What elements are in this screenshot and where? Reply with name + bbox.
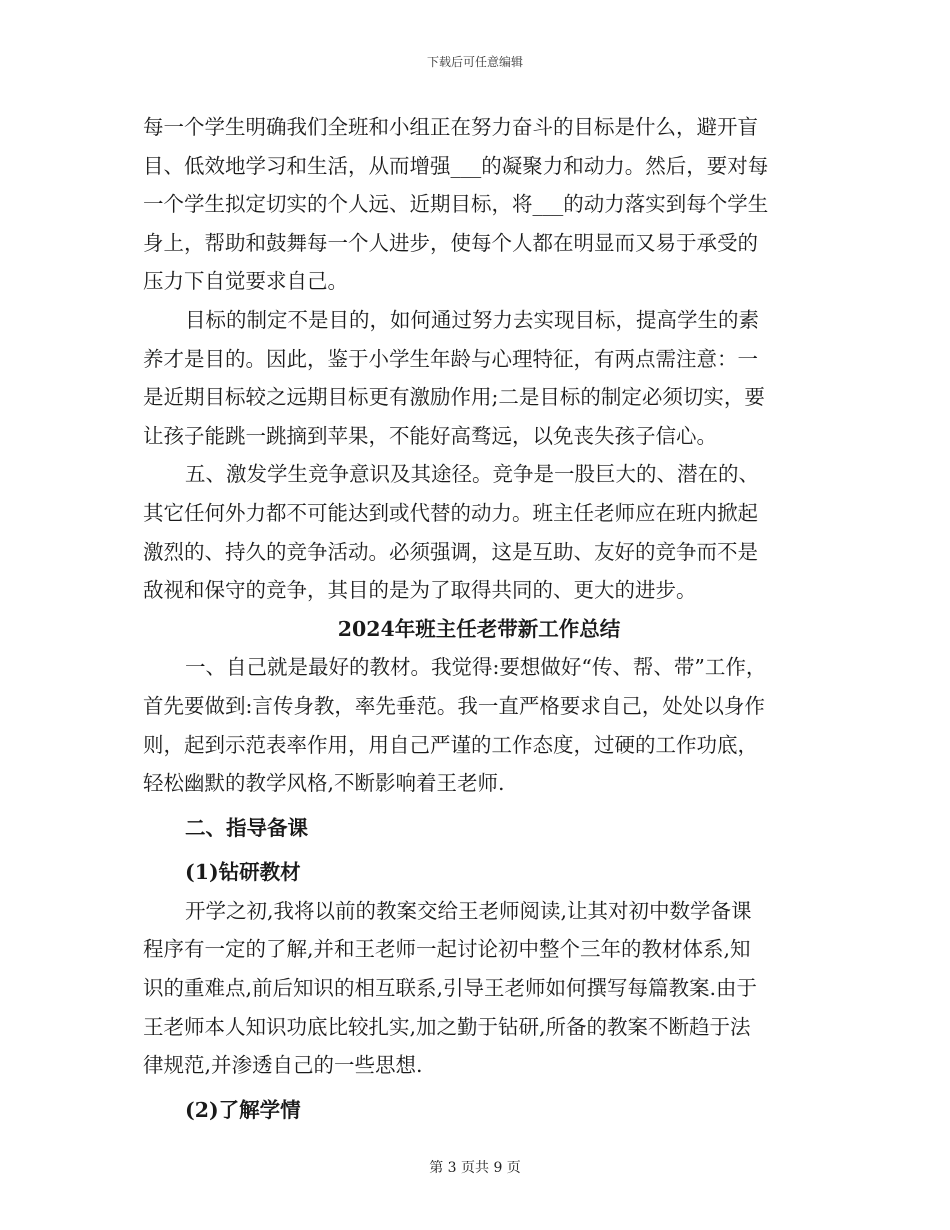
paragraph-line: 律规范,并渗透自己的一些思想. [143, 1053, 423, 1078]
paragraph-line: 每一个学生明确我们全班和小组正在努力奋斗的目标是什么，避开盲 [143, 115, 758, 139]
paragraph-line: 身上，帮助和鼓舞每一个人进步，使每个人都在明显而又易于承受的 [143, 230, 758, 255]
paragraph-line: 一个学生拟定切实的个人远、近期目标，将___的动力落实到每个学生 [143, 192, 769, 217]
paragraph-line: 轻松幽默的教学风格,不断影响着王老师. [143, 771, 505, 796]
paragraph-line: 目、低效地学习和生活，从而增强___的凝聚力和动力。然后，要对每 [143, 153, 769, 178]
page-header: 下载后可任意编辑 [426, 55, 523, 69]
paragraph-line: 养才是目的。因此，鉴于小学生年龄与心理特征，有两点需注意：一 [143, 346, 758, 371]
paragraph-line: 压力下自觉要求自己。 [143, 269, 348, 294]
subheading: (1)钻研教材 [185, 860, 301, 885]
paragraph-line: 是近期目标较之远期目标更有激励作用;二是目标的制定必须切实，要 [143, 385, 765, 410]
subheading: (2)了解学情 [185, 1097, 301, 1122]
document-body [143, 108, 815, 1129]
subheading: 二、指导备课 [185, 815, 308, 840]
paragraph-line: 首先要做到:言传身教，率先垂范。我一直严格要求自己，处处以身作 [143, 693, 765, 718]
paragraph-line: 则，起到示范表率作用，用自己严谨的工作态度，过硬的工作功底， [143, 732, 758, 757]
paragraph-line: 目标的制定不是目的，如何通过努力去实现目标，提高学生的素 [185, 307, 759, 332]
paragraph-line: 程序有一定的了解,并和王老师一起讨论初中整个三年的教材体系,知 [143, 937, 751, 962]
paragraph-line: 让孩子能跳一跳摘到苹果，不能好高骛远，以免丧失孩子信心。 [143, 423, 717, 448]
paragraph-line: 敌视和保守的竞争，其目的是为了取得共同的、更大的进步。 [143, 578, 697, 603]
paragraph-line: 王老师本人知识功底比较扎实,加之勤于钻研,所备的教案不断趋于法 [143, 1014, 751, 1039]
paragraph-line: 一、自己就是最好的教材。我觉得:要想做好“传、帮、带”工作， [185, 655, 767, 680]
paragraph-line: 五、激发学生竞争意识及其途径。竞争是一股巨大的、潜在的、 [185, 462, 759, 487]
page-footer: 第 3 页共 9 页 [429, 1160, 521, 1176]
paragraph-line: 开学之初,我将以前的教案交给王老师阅读,让其对初中数学备课 [185, 898, 752, 923]
paragraph-line: 其它任何外力都不可能达到或代替的动力。班主任老师应在班内掀起 [143, 500, 758, 525]
paragraph-line: 激烈的、持久的竞争活动。必须强调，这是互助、友好的竞争而不是 [143, 539, 758, 564]
paragraph-line: 识的重难点,前后知识的相互联系,引导王老师如何撰写每篇教案.由于 [143, 976, 758, 1001]
section-title: 2024年班主任老带新工作总结 [337, 616, 621, 641]
